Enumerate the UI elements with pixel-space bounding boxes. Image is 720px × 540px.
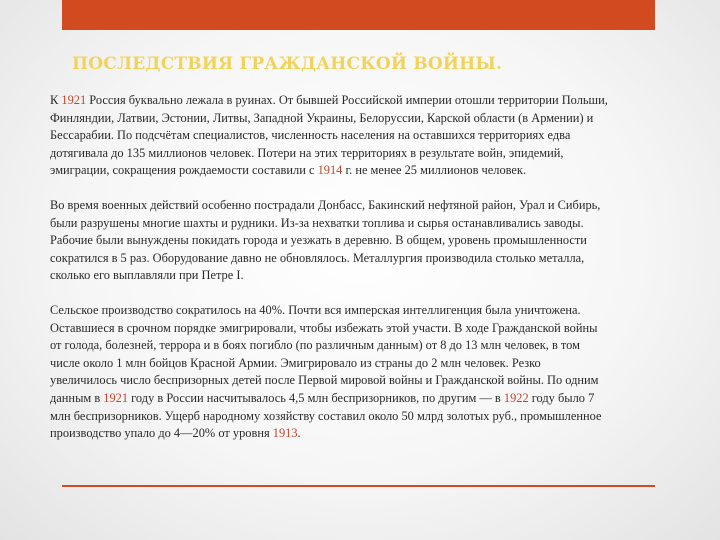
- text-segment: К: [50, 93, 62, 107]
- slide-title: ПОСЛЕДСТВИЯ ГРАЖДАНСКОЙ ВОЙНЫ.: [72, 54, 503, 74]
- paragraph-1: [50, 92, 610, 180]
- text-segment: Во время военных действий особенно пострадали Донбасс, Бакинский нефтяной район, Урал и Сибирь, были разрушены многие шахты и рудники. Из-за нехватки топлива и сырья останавливались заводы. Рабочие были вынуждены покидать города и уезжать в деревню. В общем, уровень промышленности сократился в 5 раз. Оборудование давно не обновлялось. Металлургия производила столько металла, сколько его выплавляли при Петре I.: [50, 197, 601, 283]
- text-segment: .: [297, 426, 301, 441]
- slide-body: [50, 92, 610, 460]
- highlighted-year: 1914: [317, 163, 343, 178]
- text-segment: Сельское производство сократилось на 40%. Почти вся имперская интеллигенция была уничтожена. Оставшиеся в срочном порядке эмигрировали, чтобы избежать этой участи. В ходе Гражданской войны от голода, болезней, террора и в боях погибло (по различным данным) от 8 до 13 млн человек, в том числе около 1 млн бойцов Красной Армии. Эмигрировало из страны до 2 млн человек. Резко увеличилось число беспризорных детей после Первой мировой войны и Гражданской войны. По одним данным в: [50, 302, 599, 405]
- text-segment: Россия буквально лежала в руинах. От бывшей Российской империи отошли территории Польши, Финляндии, Латвии, Эстонии, Литвы, Западной Украины, Белоруссии, Карской области (в Армении) и Бессарабии. По подсчётам специалистов, численность населения на оставшихся территориях едва дотягивала до 135 миллионов человек. Потери на этих территориях в результате войн, эпидемий, эмиграции, сокращения рождаемости составили с: [50, 93, 608, 178]
- highlighted-year: 1913: [272, 426, 298, 441]
- highlighted-year: 1921: [61, 93, 87, 107]
- paragraph-2: [50, 197, 610, 285]
- paragraph-3: [50, 302, 610, 443]
- highlighted-year: 1922: [503, 390, 529, 405]
- text-segment: г. не менее 25 миллионов человек.: [342, 163, 527, 178]
- text-segment: году было 7 млн беспризорников. Ущерб народному хозяйству составил около 50 млрд золотых руб., промышленное производство упало до 4—20% от уровня: [50, 390, 602, 441]
- top-accent-bar: [62, 0, 655, 30]
- text-segment: году в России насчитывалось 4,5 млн беспризорников, по другим — в: [128, 390, 504, 405]
- bottom-accent-line: [62, 485, 655, 487]
- highlighted-year: 1921: [103, 390, 129, 405]
